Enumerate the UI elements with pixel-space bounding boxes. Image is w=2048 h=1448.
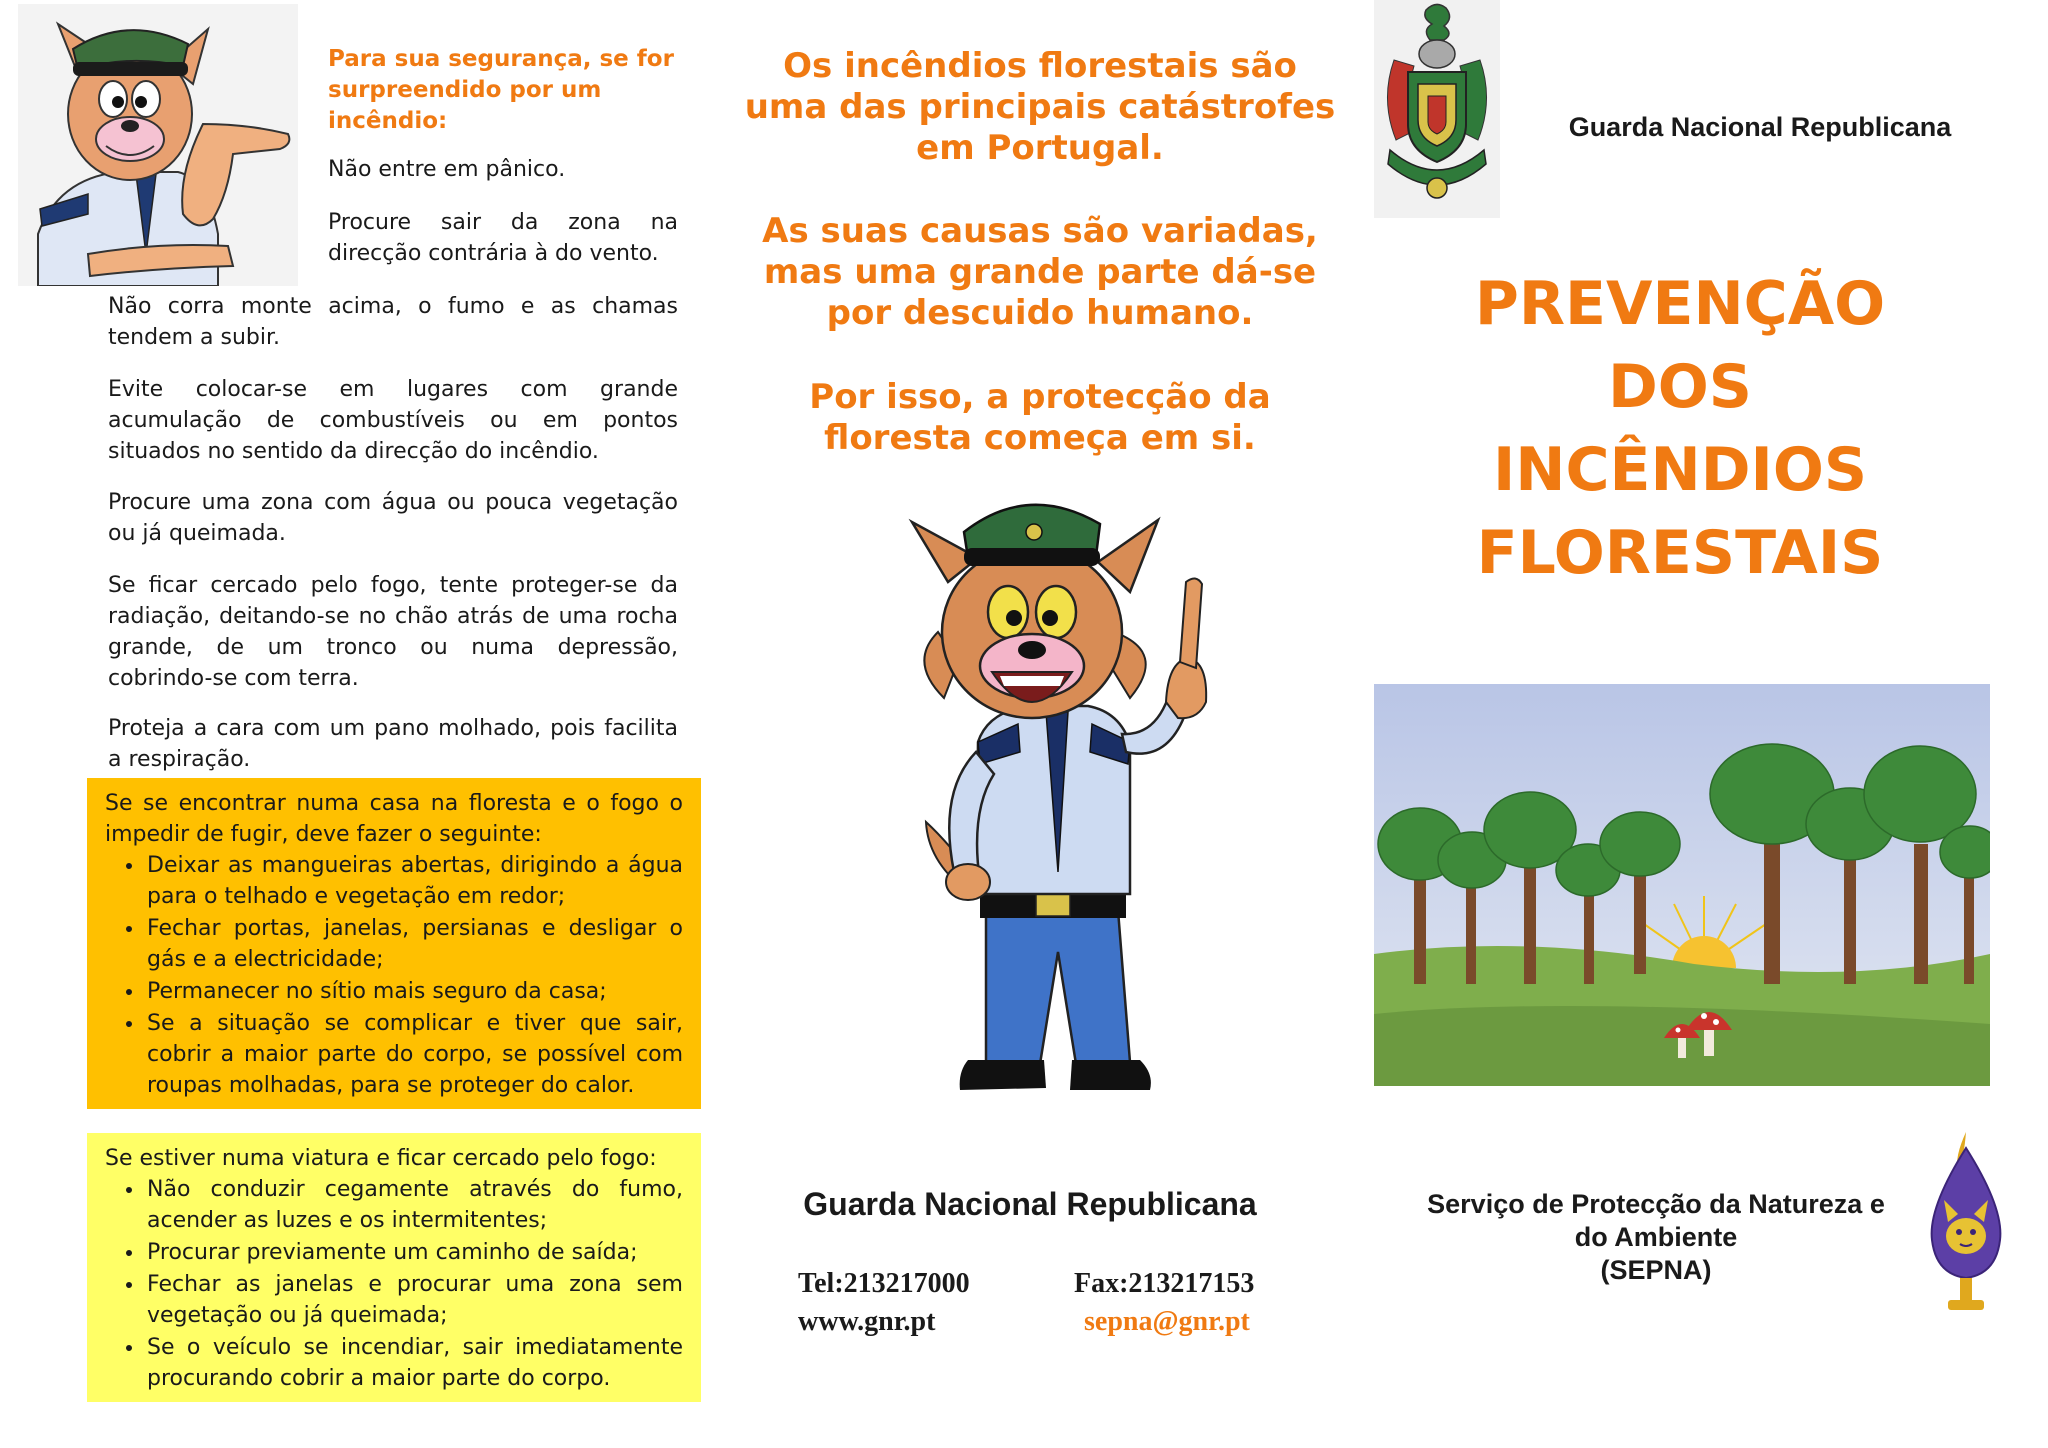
title-line: PREVENÇÃO: [1474, 269, 1886, 339]
lynx-mascot-large-illustration: [868, 462, 1244, 1122]
safety-paragraph: Procure sair da zona na direcção contrária à do vento.: [328, 210, 678, 266]
list-item: • Não conduzir cegamente através do fumo, acender as luzes e os intermitentes;: [145, 1174, 683, 1236]
headline-fires-catastrophe: Os incêndios florestais são uma das principais catástrofes em Portugal.: [744, 46, 1336, 168]
service-line: Serviço de Protecção da Natureza e: [1427, 1189, 1885, 1219]
service-line: do Ambiente: [1574, 1222, 1738, 1252]
house-fire-box: [87, 778, 701, 1109]
headline-protection: Por isso, a protecção da floresta começa em si.: [809, 377, 1271, 458]
sepna-emblem-icon: [1924, 1128, 2008, 1318]
gnr-coat-of-arms-icon: [1374, 0, 1500, 218]
safety-paragraph: Se ficar cercado pelo fogo, tente proteger-se da radiação, deitando-se no chão atrás de uma rocha grande, de um tronco ou numa depressão, cobrindo-se com terra.: [108, 573, 678, 691]
vehicle-box-list: [105, 1174, 683, 1394]
list-item: • Se a situação se complicar e tiver que sair, cobrir a maior parte do corpo, se possível com roupas molhadas, para se proteger do calor.: [145, 1008, 683, 1101]
website-link[interactable]: www.gnr.pt: [798, 1306, 936, 1337]
list-item: • Procurar previamente um caminho de saída;: [145, 1237, 683, 1268]
list-item: • Fechar portas, janelas, persianas e desligar o gás e a electricidade;: [145, 913, 683, 975]
safety-paragraph: Proteja a cara com um pano molhado, pois facilita a respiração.: [108, 716, 678, 772]
forest-sunrise-illustration: [1374, 684, 1990, 1086]
organization-name: Guarda Nacional Republicana: [803, 1186, 1257, 1222]
list-item: • Permanecer no sítio mais seguro da casa;: [145, 976, 683, 1007]
safety-paragraph: Procure uma zona com água ou pouca vegetação ou já queimada.: [108, 490, 678, 546]
sepna-service-name: [1396, 1188, 1916, 1287]
title-line: FLORESTAIS: [1476, 518, 1884, 588]
house-box-intro: Se se encontrar numa casa na floresta e o fogo o impedir de fugir, deve fazer o seguinte:: [105, 791, 683, 847]
vehicle-fire-box: [87, 1133, 701, 1402]
organization-name: Guarda Nacional Republicana: [1568, 112, 1952, 142]
telephone: Tel:213217000: [798, 1268, 970, 1299]
safety-paragraph: Não entre em pânico.: [328, 157, 566, 182]
service-line: (SEPNA): [1600, 1255, 1712, 1285]
list-item: • Fechar as janelas e procurar uma zona sem vegetação ou já queimada;: [145, 1269, 683, 1331]
vehicle-box-intro: Se estiver numa viatura e ficar cercado pelo fogo:: [105, 1146, 657, 1171]
list-item: • Deixar as mangueiras abertas, dirigindo a água para o telhado e vegetação em redor;: [145, 850, 683, 912]
safety-paragraph: Evite colocar-se em lugares com grande acumulação de combustíveis ou em pontos situados no sentido da direcção do incêndio.: [108, 377, 678, 464]
safety-heading: Para sua segurança, se for surpreendido por um incêndio:: [328, 46, 674, 134]
title-line: DOS: [1607, 352, 1753, 422]
list-item: • Se o veículo se incendiar, sair imediatamente procurando cobrir a maior parte do corpo.: [145, 1332, 683, 1394]
lynx-mascot-small-illustration: [18, 4, 298, 286]
fax: Fax:213217153: [1074, 1268, 1255, 1299]
title-line: INCÊNDIOS: [1492, 435, 1868, 505]
headline-causes: As suas causas são variadas, mas uma grande parte dá-se por descuido humano.: [762, 211, 1318, 333]
safety-paragraph: Não corra monte acima, o fumo e as chamas tendem a subir.: [108, 294, 678, 350]
house-box-list: [105, 850, 683, 1101]
email-link[interactable]: sepna@gnr.pt: [1084, 1306, 1250, 1337]
